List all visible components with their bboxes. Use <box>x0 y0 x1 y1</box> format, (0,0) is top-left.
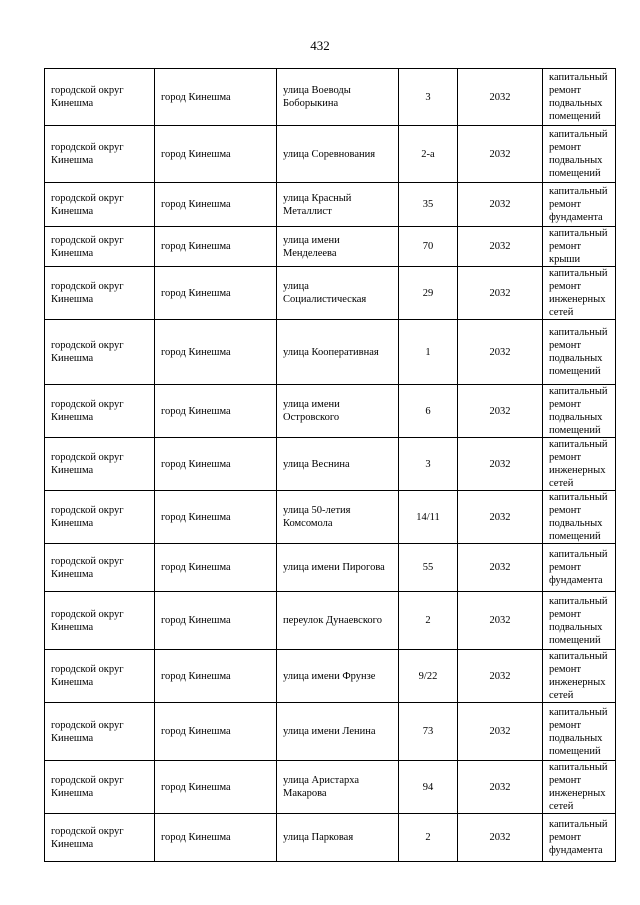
work-type-cell: капитальный ремонт подвальных помещений <box>543 703 616 761</box>
street-cell: улица Парковая <box>277 814 399 862</box>
registry-table <box>44 68 616 862</box>
city-cell: город Кинешма <box>155 703 277 761</box>
city-cell: город Кинешма <box>155 69 277 126</box>
year-cell: 2032 <box>458 491 543 544</box>
street-cell: улица Воеводы Боборыкина <box>277 69 399 126</box>
year-cell: 2032 <box>458 267 543 320</box>
table-row <box>45 267 616 320</box>
work-type-cell: капитальный ремонт подвальных помещений <box>543 69 616 126</box>
work-type-cell: капитальный ремонт фундамента <box>543 544 616 592</box>
table-row <box>45 320 616 385</box>
house-number-cell: 2 <box>399 814 458 862</box>
table-row <box>45 69 616 126</box>
table-row <box>45 761 616 814</box>
house-number-cell: 3 <box>399 438 458 491</box>
year-cell: 2032 <box>458 703 543 761</box>
work-type-cell: капитальный ремонт подвальных помещений <box>543 320 616 385</box>
table-row <box>45 491 616 544</box>
district-cell: городской округ Кинешма <box>45 385 155 438</box>
district-cell: городской округ Кинешма <box>45 438 155 491</box>
year-cell: 2032 <box>458 320 543 385</box>
street-cell: улица Социалистическая <box>277 267 399 320</box>
street-cell: переулок Дунаевского <box>277 592 399 650</box>
work-type-cell: капитальный ремонт подвальных помещений <box>543 491 616 544</box>
house-number-cell: 2 <box>399 592 458 650</box>
work-type-cell: капитальный ремонт инженерных сетей <box>543 761 616 814</box>
street-cell: улица имени Ленина <box>277 703 399 761</box>
table-row <box>45 544 616 592</box>
year-cell: 2032 <box>458 385 543 438</box>
city-cell: город Кинешма <box>155 183 277 227</box>
year-cell: 2032 <box>458 227 543 267</box>
house-number-cell: 14/11 <box>399 491 458 544</box>
city-cell: город Кинешма <box>155 650 277 703</box>
table-row <box>45 703 616 761</box>
table-row <box>45 438 616 491</box>
city-cell: город Кинешма <box>155 814 277 862</box>
year-cell: 2032 <box>458 126 543 183</box>
city-cell: город Кинешма <box>155 385 277 438</box>
work-type-cell: капитальный ремонт подвальных помещений <box>543 385 616 438</box>
district-cell: городской округ Кинешма <box>45 491 155 544</box>
street-cell: улица Красный Металлист <box>277 183 399 227</box>
district-cell: городской округ Кинешма <box>45 544 155 592</box>
district-cell: городской округ Кинешма <box>45 126 155 183</box>
district-cell: городской округ Кинешма <box>45 227 155 267</box>
house-number-cell: 9/22 <box>399 650 458 703</box>
table-row <box>45 592 616 650</box>
year-cell: 2032 <box>458 183 543 227</box>
district-cell: городской округ Кинешма <box>45 650 155 703</box>
year-cell: 2032 <box>458 69 543 126</box>
house-number-cell: 35 <box>399 183 458 227</box>
city-cell: город Кинешма <box>155 592 277 650</box>
street-cell: улица имени Менделеева <box>277 227 399 267</box>
city-cell: город Кинешма <box>155 267 277 320</box>
year-cell: 2032 <box>458 761 543 814</box>
house-number-cell: 2-а <box>399 126 458 183</box>
street-cell: улица Кооперативная <box>277 320 399 385</box>
district-cell: городской округ Кинешма <box>45 761 155 814</box>
city-cell: город Кинешма <box>155 761 277 814</box>
street-cell: улица Соревнования <box>277 126 399 183</box>
district-cell: городской округ Кинешма <box>45 703 155 761</box>
house-number-cell: 55 <box>399 544 458 592</box>
street-cell: улица Веснина <box>277 438 399 491</box>
work-type-cell: капитальный ремонт подвальных помещений <box>543 592 616 650</box>
work-type-cell: капитальный ремонт инженерных сетей <box>543 438 616 491</box>
work-type-cell: капитальный ремонт фундамента <box>543 814 616 862</box>
city-cell: город Кинешма <box>155 438 277 491</box>
table-row <box>45 183 616 227</box>
street-cell: улица имени Пирогова <box>277 544 399 592</box>
house-number-cell: 6 <box>399 385 458 438</box>
work-type-cell: капитальный ремонт крыши <box>543 227 616 267</box>
table-row <box>45 650 616 703</box>
district-cell: городской округ Кинешма <box>45 320 155 385</box>
house-number-cell: 1 <box>399 320 458 385</box>
house-number-cell: 73 <box>399 703 458 761</box>
city-cell: город Кинешма <box>155 227 277 267</box>
work-type-cell: капитальный ремонт инженерных сетей <box>543 650 616 703</box>
city-cell: город Кинешма <box>155 491 277 544</box>
table-row <box>45 227 616 267</box>
district-cell: городской округ Кинешма <box>45 69 155 126</box>
table-row <box>45 126 616 183</box>
table-row <box>45 385 616 438</box>
district-cell: городской округ Кинешма <box>45 267 155 320</box>
year-cell: 2032 <box>458 544 543 592</box>
district-cell: городской округ Кинешма <box>45 814 155 862</box>
year-cell: 2032 <box>458 592 543 650</box>
year-cell: 2032 <box>458 650 543 703</box>
work-type-cell: капитальный ремонт фундамента <box>543 183 616 227</box>
city-cell: город Кинешма <box>155 544 277 592</box>
house-number-cell: 3 <box>399 69 458 126</box>
page-number: 432 <box>310 38 330 53</box>
year-cell: 2032 <box>458 814 543 862</box>
city-cell: город Кинешма <box>155 126 277 183</box>
table-row <box>45 814 616 862</box>
street-cell: улица имени Фрунзе <box>277 650 399 703</box>
work-type-cell: капитальный ремонт инженерных сетей <box>543 267 616 320</box>
city-cell: город Кинешма <box>155 320 277 385</box>
district-cell: городской округ Кинешма <box>45 592 155 650</box>
work-type-cell: капитальный ремонт подвальных помещений <box>543 126 616 183</box>
street-cell: улица имени Островского <box>277 385 399 438</box>
street-cell: улица Аристарха Макарова <box>277 761 399 814</box>
house-number-cell: 94 <box>399 761 458 814</box>
year-cell: 2032 <box>458 438 543 491</box>
registry-table-body <box>45 69 616 862</box>
house-number-cell: 70 <box>399 227 458 267</box>
district-cell: городской округ Кинешма <box>45 183 155 227</box>
street-cell: улица 50-летия Комсомола <box>277 491 399 544</box>
house-number-cell: 29 <box>399 267 458 320</box>
